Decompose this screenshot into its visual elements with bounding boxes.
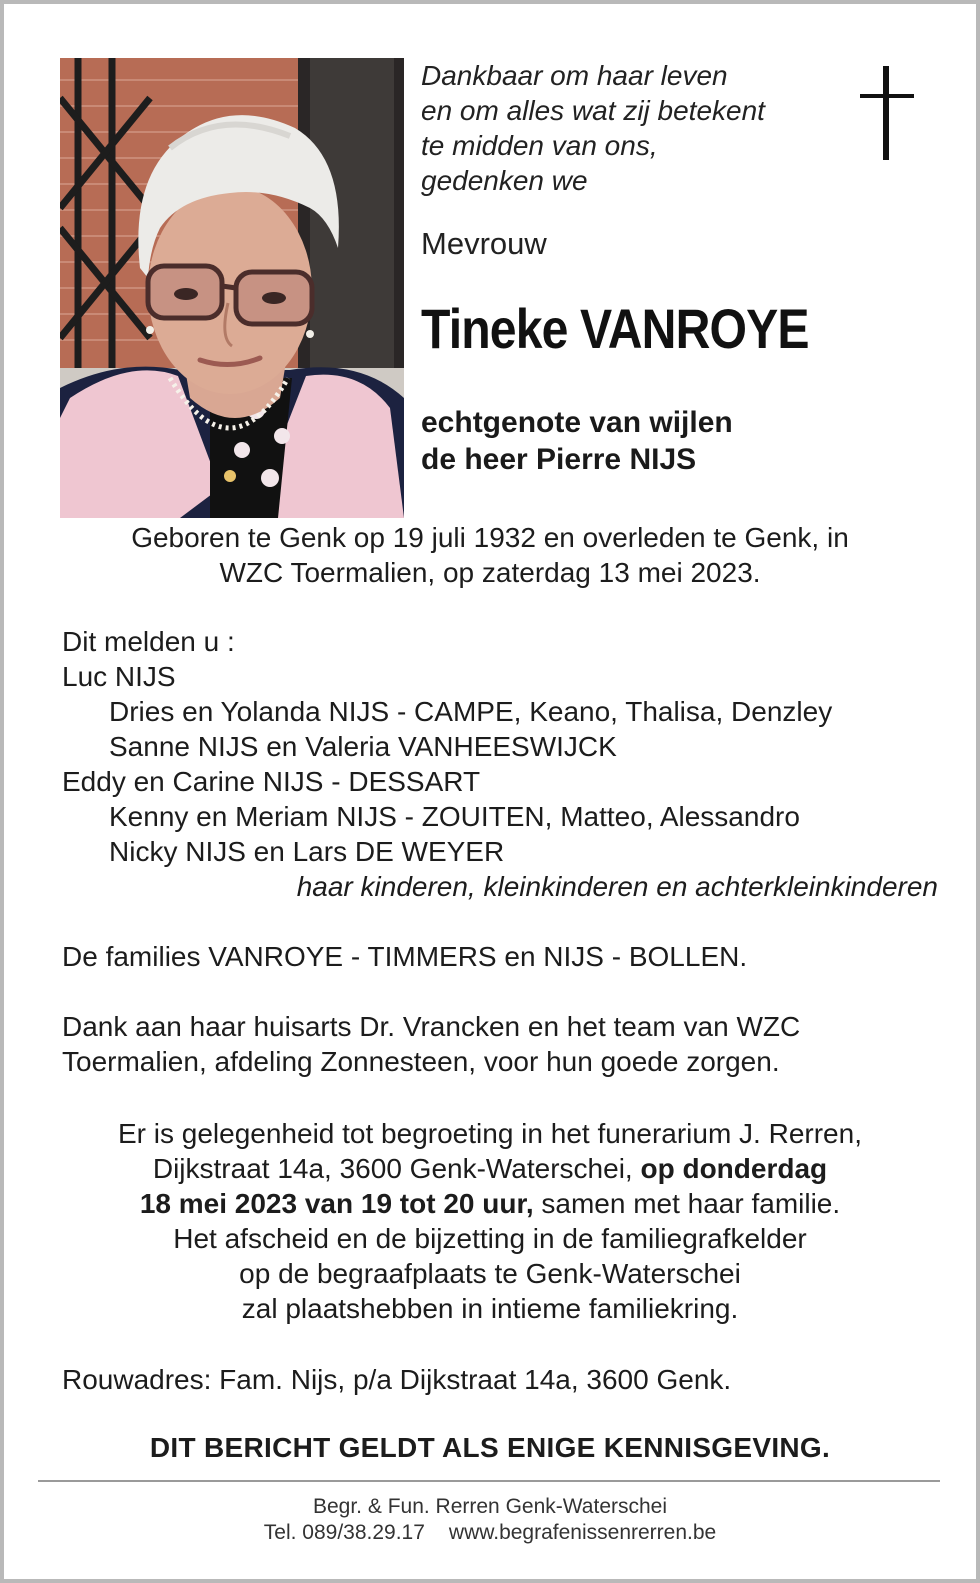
intro-verse <box>421 58 841 198</box>
family-member: Eddy en Carine NIJS - DESSART <box>62 766 481 797</box>
mourning-address: Rouwadres: Fam. Nijs, p/a Dijkstraat 14a, 3600 Genk. <box>62 1364 732 1395</box>
funeral-home-phone: Tel. 089/38.29.17 <box>263 1521 425 1544</box>
thanks-line: Dank aan haar huisarts Dr. Vrancken en het team van WZC <box>62 1011 801 1042</box>
funeral-home-footer <box>34 1494 946 1546</box>
portrait-photo <box>60 58 404 518</box>
intro-line: te midden van ons, <box>421 130 658 161</box>
intro-line: Dankbaar om haar leven <box>421 60 728 91</box>
family-announcement <box>62 624 942 904</box>
born-line: WZC Toermalien, op zaterdag 13 mei 2023. <box>219 557 761 588</box>
visit-line: zal plaatshebben in intieme familiekring. <box>241 1293 739 1324</box>
visitation-info <box>34 1116 946 1326</box>
family-member: Nicky NIJS en Lars DE WEYER <box>109 836 505 867</box>
official-notice: DIT BERICHT GELDT ALS ENIGE KENNISGEVING. <box>149 1432 831 1463</box>
family-member: Kenny en Meriam NIJS - ZOUITEN, Matteo, Alessandro <box>109 801 800 832</box>
thanks-line: Toermalien, afdeling Zonnesteen, voor hun goede zorgen. <box>62 1046 780 1077</box>
deceased-name: Tineke VANROYE <box>421 297 809 360</box>
visit-line <box>34 1151 946 1186</box>
announce-intro: Dit melden u : <box>62 626 235 657</box>
family-member: Sanne NIJS en Valeria VANHEESWIJCK <box>109 731 617 762</box>
visit-address: Dijkstraat 14a, 3600 Genk-Waterschei, <box>152 1153 633 1184</box>
funeral-home-name: Begr. & Fun. Rerren Genk-Waterschei <box>312 1495 668 1518</box>
visit-line: Er is gelegenheid tot begroeting in het funerarium J. Rerren, <box>118 1118 862 1149</box>
intro-line: gedenken we <box>421 165 588 196</box>
family-relation: haar kinderen, kleinkinderen en achterkleinkinderen <box>296 871 938 902</box>
family-member: Luc NIJS <box>62 661 176 692</box>
visit-date-time: 18 mei 2023 van 19 tot 20 uur, <box>139 1188 534 1219</box>
honorific: Mevrouw <box>421 226 547 261</box>
funeral-home-contact <box>34 1520 946 1546</box>
divider <box>38 1480 940 1482</box>
visit-with-family: samen met haar familie. <box>541 1188 841 1219</box>
birth-death-info <box>34 520 946 590</box>
spouse-line: de heer Pierre NIJS <box>421 443 697 476</box>
visit-line: Het afscheid en de bijzetting in de familiegrafkelder <box>173 1223 807 1254</box>
family-member: Dries en Yolanda NIJS - CAMPE, Keano, Thalisa, Denzley <box>109 696 833 727</box>
visit-line: op de begraafplaats te Genk-Waterschei <box>239 1258 741 1289</box>
visit-line <box>34 1186 946 1221</box>
extended-families: De families VANROYE - TIMMERS en NIJS - BOLLEN. <box>62 941 748 972</box>
intro-line: en om alles wat zij betekent <box>421 95 765 126</box>
born-line: Geboren te Genk op 19 juli 1932 en overleden te Genk, in <box>131 522 849 553</box>
spouse-info <box>421 404 733 478</box>
cross-icon <box>858 64 916 167</box>
funeral-home-website[interactable]: www.begrafenissenrerren.be <box>448 1521 717 1544</box>
thanks-note <box>62 1009 942 1079</box>
visit-day: op donderdag <box>640 1153 828 1184</box>
spouse-line: echtgenote van wijlen <box>421 406 733 439</box>
